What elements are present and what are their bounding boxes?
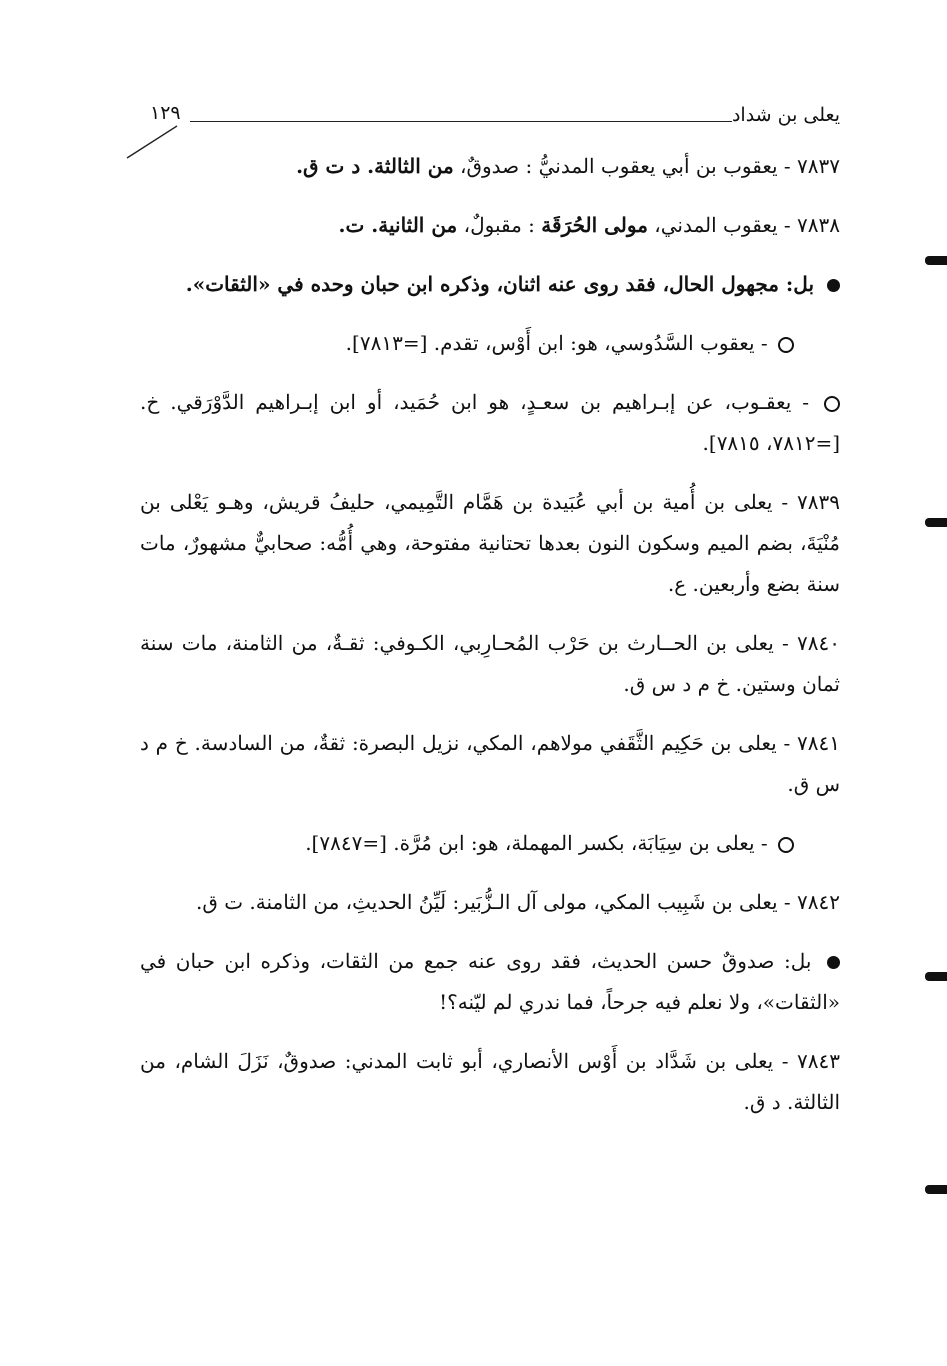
cross-reference-text: - يعلى بن سِيَابَة، بكسر المهملة، هو: ابن مُرَّة. [=٧٨٤٧]. [305,831,768,855]
entry-text: - يعلى بن حَكِيم الثَّقَفي مولاهم، المكي، نزيل البصرة: ثقةٌ، من السادسة. خ م د س ق. [140,731,840,796]
entry-text: : مقبولٌ، [457,213,535,237]
cross-reference-text: - يعقوب السَّدُوسي، هو: ابن أَوْس، تقدم. [=٧٨١٣]. [345,331,768,355]
cross-reference-yaqub [140,382,840,464]
entry-text: - يعلى بن الحــارث بن حَرْب المُحـارِبي، الكـوفي: ثقـةٌ، من الثامنة، مات سنة ثمان وستين. خ م د س ق. [140,631,840,696]
comment-text: بل: صدوقٌ حسن الحديث، فقد روى عنه جمع من الثقات، وذكره ابن حبان في «الثقات»، ولا نعلم فيه جرحاً، فما ندري لم ليّنه؟! [140,949,840,1014]
running-header [150,100,840,130]
entry-number: ٧٨٣٩ [797,490,841,514]
running-title: يعلى بن شداد [731,104,840,126]
cross-reference-yala-siyaba [140,823,840,864]
entry-grade: من الثالثة. د ت ق. [296,154,454,178]
entry-number: ٧٨٣٧ [797,154,840,178]
entry-7839 [140,482,840,605]
entries-list [140,146,840,1141]
entry-text: - يعلى بن شَبِيب المكي، مولى آل الـزُّبَير: لَيِّنُ الحديثِ، من الثامنة. ت ق. [195,890,791,914]
entry-number: ٧٨٤٠ [797,631,841,655]
cross-reference-text: - يعقـوب، عن إبـراهيم بن سعـدٍ، هو ابن حُمَيد، أو ابن إبـراهيم الدَّوْرَقي. خ. [=٧٨١٢، ٧٨١٥]. [140,390,840,455]
entry-text: - يعقوب المدني، [647,213,791,237]
header-rule [190,121,732,122]
entry-7840 [140,623,840,705]
page-edge-mark [925,518,947,527]
entry-number: ٧٨٤٢ [797,890,840,914]
bullet-dot-icon [827,279,840,292]
comment-7842 [140,941,840,1023]
page-edge-mark [925,256,947,265]
entry-nisba: مولى الحُرَقَة [541,213,648,237]
entry-grade: من الثانية. ت. [338,213,458,237]
entry-text: - يعقوب بن أبي يعقوب المدنيُّ : صدوقٌ، [453,154,791,178]
entry-number: ٧٨٤١ [797,731,840,755]
comment-text: بل: مجهول الحال، فقد روى عنه اثنان، وذكره ابن حبان وحده في «الثقات». [185,272,815,296]
circle-marker-icon [778,837,794,853]
circle-marker-icon [824,396,840,412]
entry-number: ٧٨٣٨ [797,213,840,237]
entry-text: - يعلى بن شَدَّاد بن أَوْس الأنصاري، أبو ثابت المدني: صدوقٌ، نَزَلَ الشام، من الثالثة. د ق. [140,1049,840,1114]
page-number: ١٢٩ [150,102,181,124]
entry-7842 [140,882,840,923]
page-edge-mark [925,1185,947,1194]
entry-7837 [140,146,840,187]
bullet-dot-icon [827,956,840,969]
circle-marker-icon [778,337,794,353]
entry-7838 [140,205,840,246]
entry-7843 [140,1041,840,1123]
entry-text: - يعلى بن أُمية بن أبي عُبَيدة بن هَمَّام التَّمِيمي، حليفُ قريش، وهـو يَعْلى بن مُنْيَةَ، بضم الميم وسكون النون بعدها تحتانية مفتوحة، وهي أُمُّه: صحابيٌّ مشهورٌ، مات سنة بضع وأربعين. ع. [140,490,840,596]
cross-reference-yaqub-sadusi [140,323,840,364]
page-edge-mark [925,972,947,981]
comment-7838 [140,264,840,305]
entry-number: ٧٨٤٣ [797,1049,841,1073]
entry-7841 [140,723,840,805]
